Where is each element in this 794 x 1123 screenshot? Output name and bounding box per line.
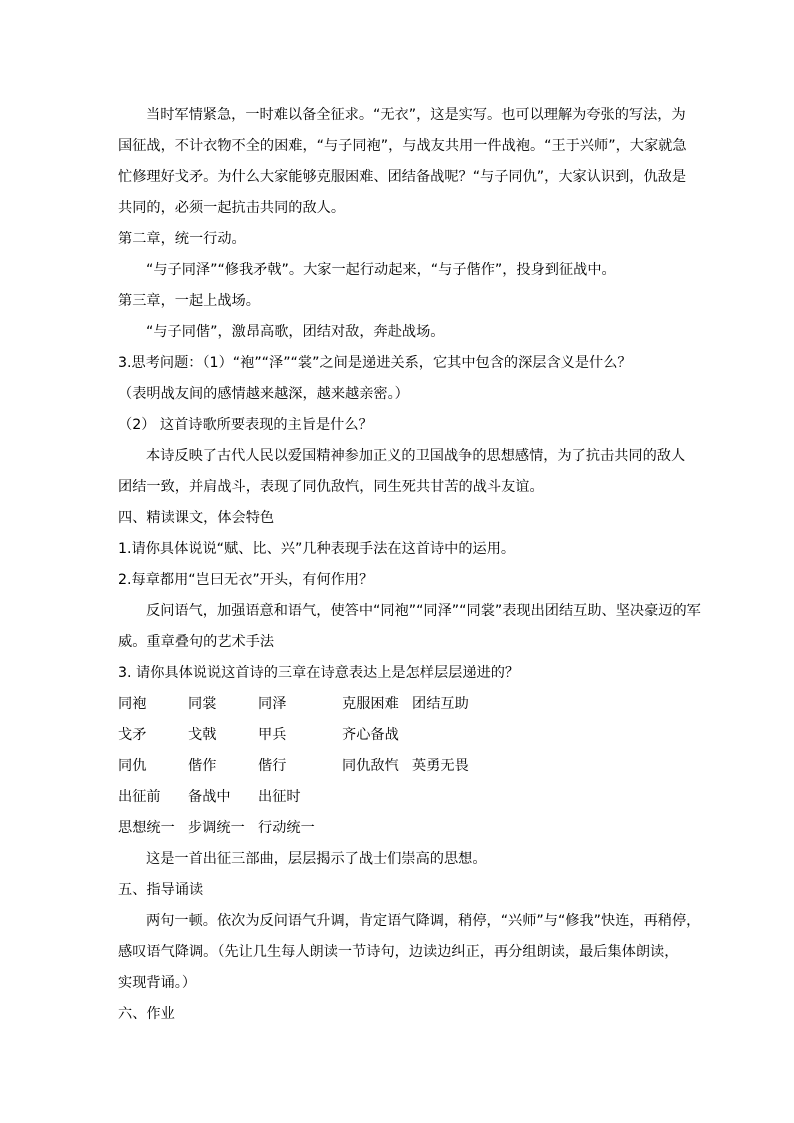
paragraph-line: 共同的，必须一起抗击共同的敌人。 — [118, 200, 346, 216]
table-cell — [412, 782, 512, 813]
table-cell: 备战中 — [188, 789, 231, 805]
paragraph-line: 威。重章叠句的艺术手法 — [118, 634, 275, 650]
table-cell: 戈戟 — [188, 727, 217, 743]
table-cell: 同袍 — [118, 696, 147, 712]
paragraph-line: 感叹语气降调。（先让几生每人朗读一节诗句，边读边纠正，再分组朗读，最后集体朗读， — [118, 944, 679, 960]
table-cell — [412, 720, 512, 751]
section-heading: 六、作业 — [118, 1006, 175, 1022]
paragraph-line: 本诗反映了古代人民以爱国精神参加正义的卫国战争的思想感情，为了抗击共同的敌人 — [146, 448, 686, 464]
paragraph-line: 这是一首出征三部曲，层层揭示了战士们崇高的思想。 — [146, 851, 487, 867]
table-cell: 行动统一 — [258, 820, 315, 836]
table-cell: 同裳 — [188, 696, 217, 712]
paragraph-line: 当时军情紧急，一时难以备全征求。“无衣”，这是实写。也可以理解为夸张的写法，为 — [146, 107, 686, 123]
question: 3. 请你具体说说这首诗的三章在诗意表达上是怎样层层递进的？ — [118, 665, 520, 681]
paragraph-line: 反问语气，加强语意和语气，使答中“同袍”“同泽”“同裳”表现出团结互助、坚决豪迈的军 — [146, 603, 701, 619]
paragraph-line: “与子同偕”，激昂高歌，团结对敌，奔赴战场。 — [146, 324, 445, 340]
paragraph-line: 国征战，不计衣物不全的困难，“与子同袍”，与战友共用一件战袍。“王于兴师”，大家就急 — [118, 138, 687, 154]
table-cell: 甲兵 — [258, 727, 287, 743]
table-cell: 团结互助 — [412, 696, 469, 712]
question: （2） 这首诗歌所要表现的主旨是什么？ — [118, 417, 373, 433]
question: 3.思考问题：（1）“袍”“泽”“裳”之间是递进关系，它其中包含的深层含义是什么？ — [118, 355, 632, 371]
table-cell — [342, 813, 412, 844]
section-heading: 第二章，统一行动。 — [118, 231, 246, 247]
table-cell: 戈矛 — [118, 727, 147, 743]
table-cell: 齐心备战 — [342, 727, 399, 743]
section-heading: 四、精读课文，体会特色 — [118, 510, 275, 526]
table-cell: 偕行 — [258, 758, 287, 774]
paragraph-line: “与子同泽”“修我矛戟”。大家一起行动起来，“与子偕作”，投身到征战中。 — [146, 262, 616, 278]
table-cell: 同泽 — [258, 696, 287, 712]
paragraph-line: 团结一致，并肩战斗，表现了同仇敌忾，同生死共甘苦的战斗友谊。 — [118, 479, 544, 495]
table-cell: 同仇敌忾 — [342, 758, 399, 774]
table-cell: 偕作 — [188, 758, 217, 774]
table-cell: 出征前 — [118, 789, 161, 805]
paragraph-line: 两句一顿。依次为反问语气升调，肯定语气降调，稍停，“兴师”与“修我”快连，再稍停， — [146, 913, 701, 929]
table-cell: 思想统一 — [118, 820, 175, 836]
table-cell: 步调统一 — [188, 820, 245, 836]
table-cell — [412, 813, 512, 844]
question: 2.每章都用“岂曰无衣”开头，有何作用？ — [118, 572, 374, 588]
table-cell: 同仇 — [118, 758, 147, 774]
table-cell: 出征时 — [258, 789, 301, 805]
question: 1.请你具体说说“赋、比、兴”几种表现手法在这首诗中的运用。 — [118, 541, 516, 557]
comparison-table — [118, 689, 678, 844]
document-body — [118, 100, 701, 1030]
table-cell — [342, 782, 412, 813]
table-cell: 克服困难 — [342, 696, 399, 712]
section-heading: 五、指导诵读 — [118, 882, 204, 898]
paragraph-line: 实现背诵。） — [118, 975, 197, 991]
section-heading: 第三章，一起上战场。 — [118, 293, 260, 309]
table-cell: 英勇无畏 — [412, 758, 469, 774]
paragraph-line: 忙修理好戈矛。为什么大家能够克服困难、团结备战呢？“与子同仇”，大家认识到，仇敌是 — [118, 169, 687, 185]
answer: （表明战友间的感情越来越深，越来越亲密。） — [118, 386, 409, 402]
